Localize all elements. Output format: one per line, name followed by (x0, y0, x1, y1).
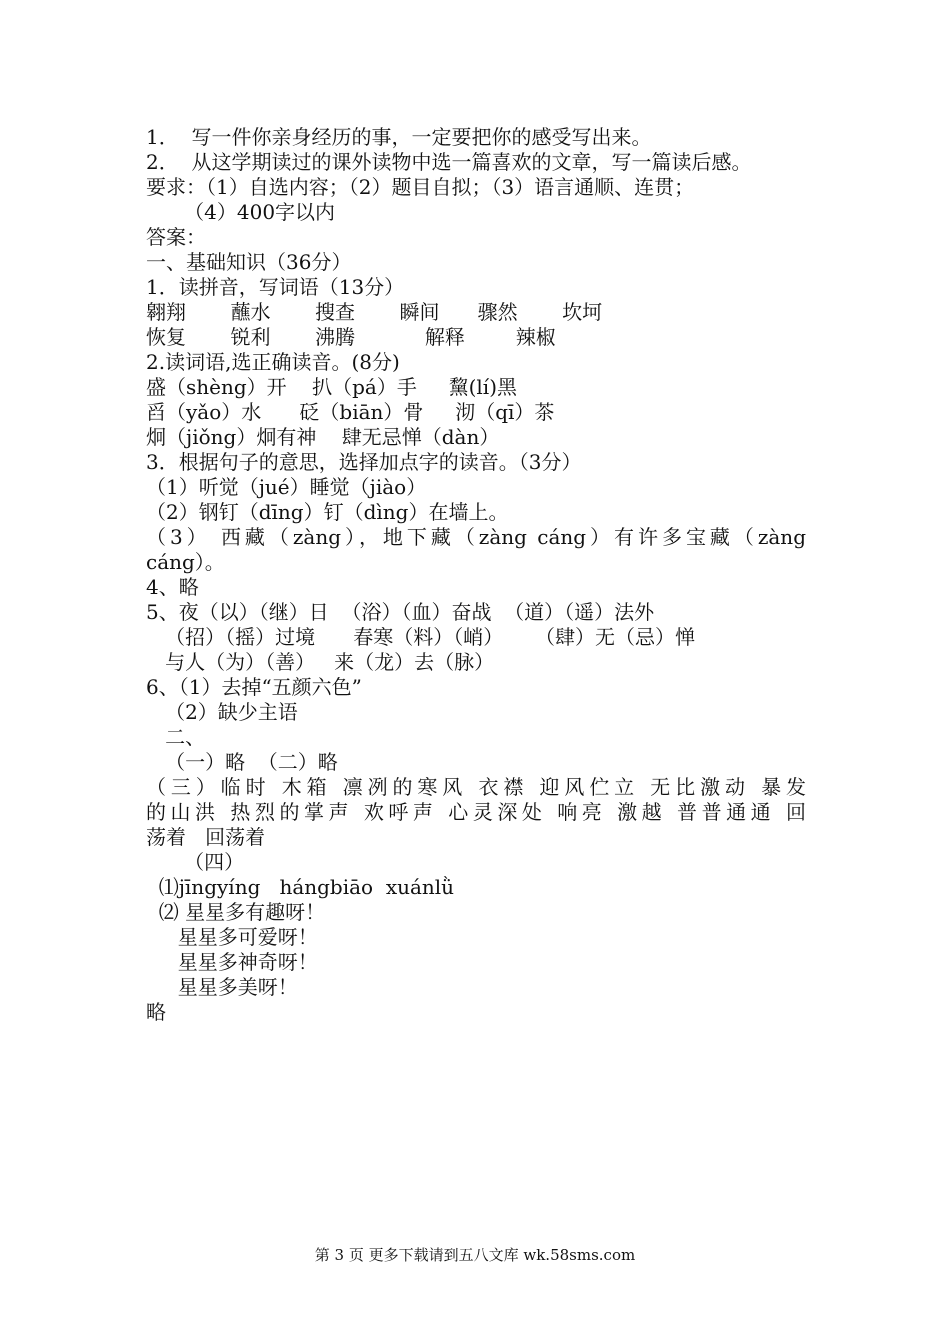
text-line: （4）400字以内 (146, 200, 336, 224)
text-line: 5、夜（以）（继）日 （浴）（血）奋战 （道）（遥）法外 (146, 600, 655, 624)
text-line: 6、（1）去掉“五颜六色” (146, 675, 362, 699)
text-line: ⑵ 星星多有趣呀！ (146, 900, 326, 924)
text-line: 4、略 (146, 575, 199, 599)
text-line: 2． 从这学期读过的课外读物中选一篇喜欢的文章，写一篇读后感。 (146, 150, 752, 174)
text-line: cáng）。 (146, 550, 225, 574)
text-line: 1． 写一件你亲身经历的事，一定要把你的感受写出来。 (146, 125, 652, 149)
text-line: （3） 西藏（zàng），地下藏（zàng cáng）有许多宝藏（zàng (146, 525, 806, 549)
text-line: 荡着 回荡着 (146, 825, 266, 849)
text-line: 1．读拼音，写词语（13分） (146, 275, 405, 299)
text-line: 星星多美呀！ (146, 975, 298, 999)
text-line: 的山洪 热烈的掌声 欢呼声 心灵深处 响亮 激越 普普通通 回 (146, 800, 806, 824)
text-line: 要求：（1）自选内容；（2）题目自拟；（3）语言通顺、连贯； (146, 175, 695, 199)
text-line: 舀（yǎo）水 砭（biān）骨 沏（qī）茶 (146, 400, 555, 424)
text-line: 2.读词语,选正确读音。(8分) (146, 350, 400, 374)
text-line: （2）缺少主语 (146, 700, 298, 724)
text-line: 3．根据句子的意思，选择加点字的读音。（3分） (146, 450, 582, 474)
text-line: （1）听觉（jué）睡觉（jiào） (146, 475, 427, 499)
text-line: 恢复 锐利 沸腾 解释 辣椒 (146, 325, 556, 349)
text-line: 二、 (146, 725, 206, 749)
text-line: （招）（摇）过境 春寒（料）（峭） （肆）无（忌）惮 (146, 625, 696, 649)
text-line: ⑴jīngyíng hángbiāo xuánlǜ (146, 875, 455, 899)
text-line: 略 (146, 1000, 166, 1024)
text-line: 盛（shèng）开 扒（pá）手 黧(lí)黑 (146, 375, 518, 399)
text-line: 答案： (146, 225, 206, 249)
text-line: 炯（jiǒng）炯有神 肆无忌惮（dàn） (146, 425, 500, 449)
text-line: （一）略 （二）略 (146, 750, 338, 774)
text-line: 一、基础知识（36分） (146, 250, 352, 274)
page-footer: 第 3 页 更多下载请到五八文库 wk.58sms.com (314, 1246, 636, 1264)
text-line: 星星多可爱呀！ (146, 925, 318, 949)
text-line: （三）临时 木箱 凛冽的寒风 衣襟 迎风伫立 无比激动 暴发 (146, 775, 806, 799)
text-line: 星星多神奇呀！ (146, 950, 318, 974)
text-line: （2）钢钉（dīng）钉（dìng）在墙上。 (146, 500, 509, 524)
text-line: （四） (146, 850, 245, 874)
text-line: 与人（为）（善） 来（龙）去（脉） (146, 650, 495, 674)
text-line: 翱翔 蘸水 搜查 瞬间 骤然 坎坷 (146, 300, 603, 324)
